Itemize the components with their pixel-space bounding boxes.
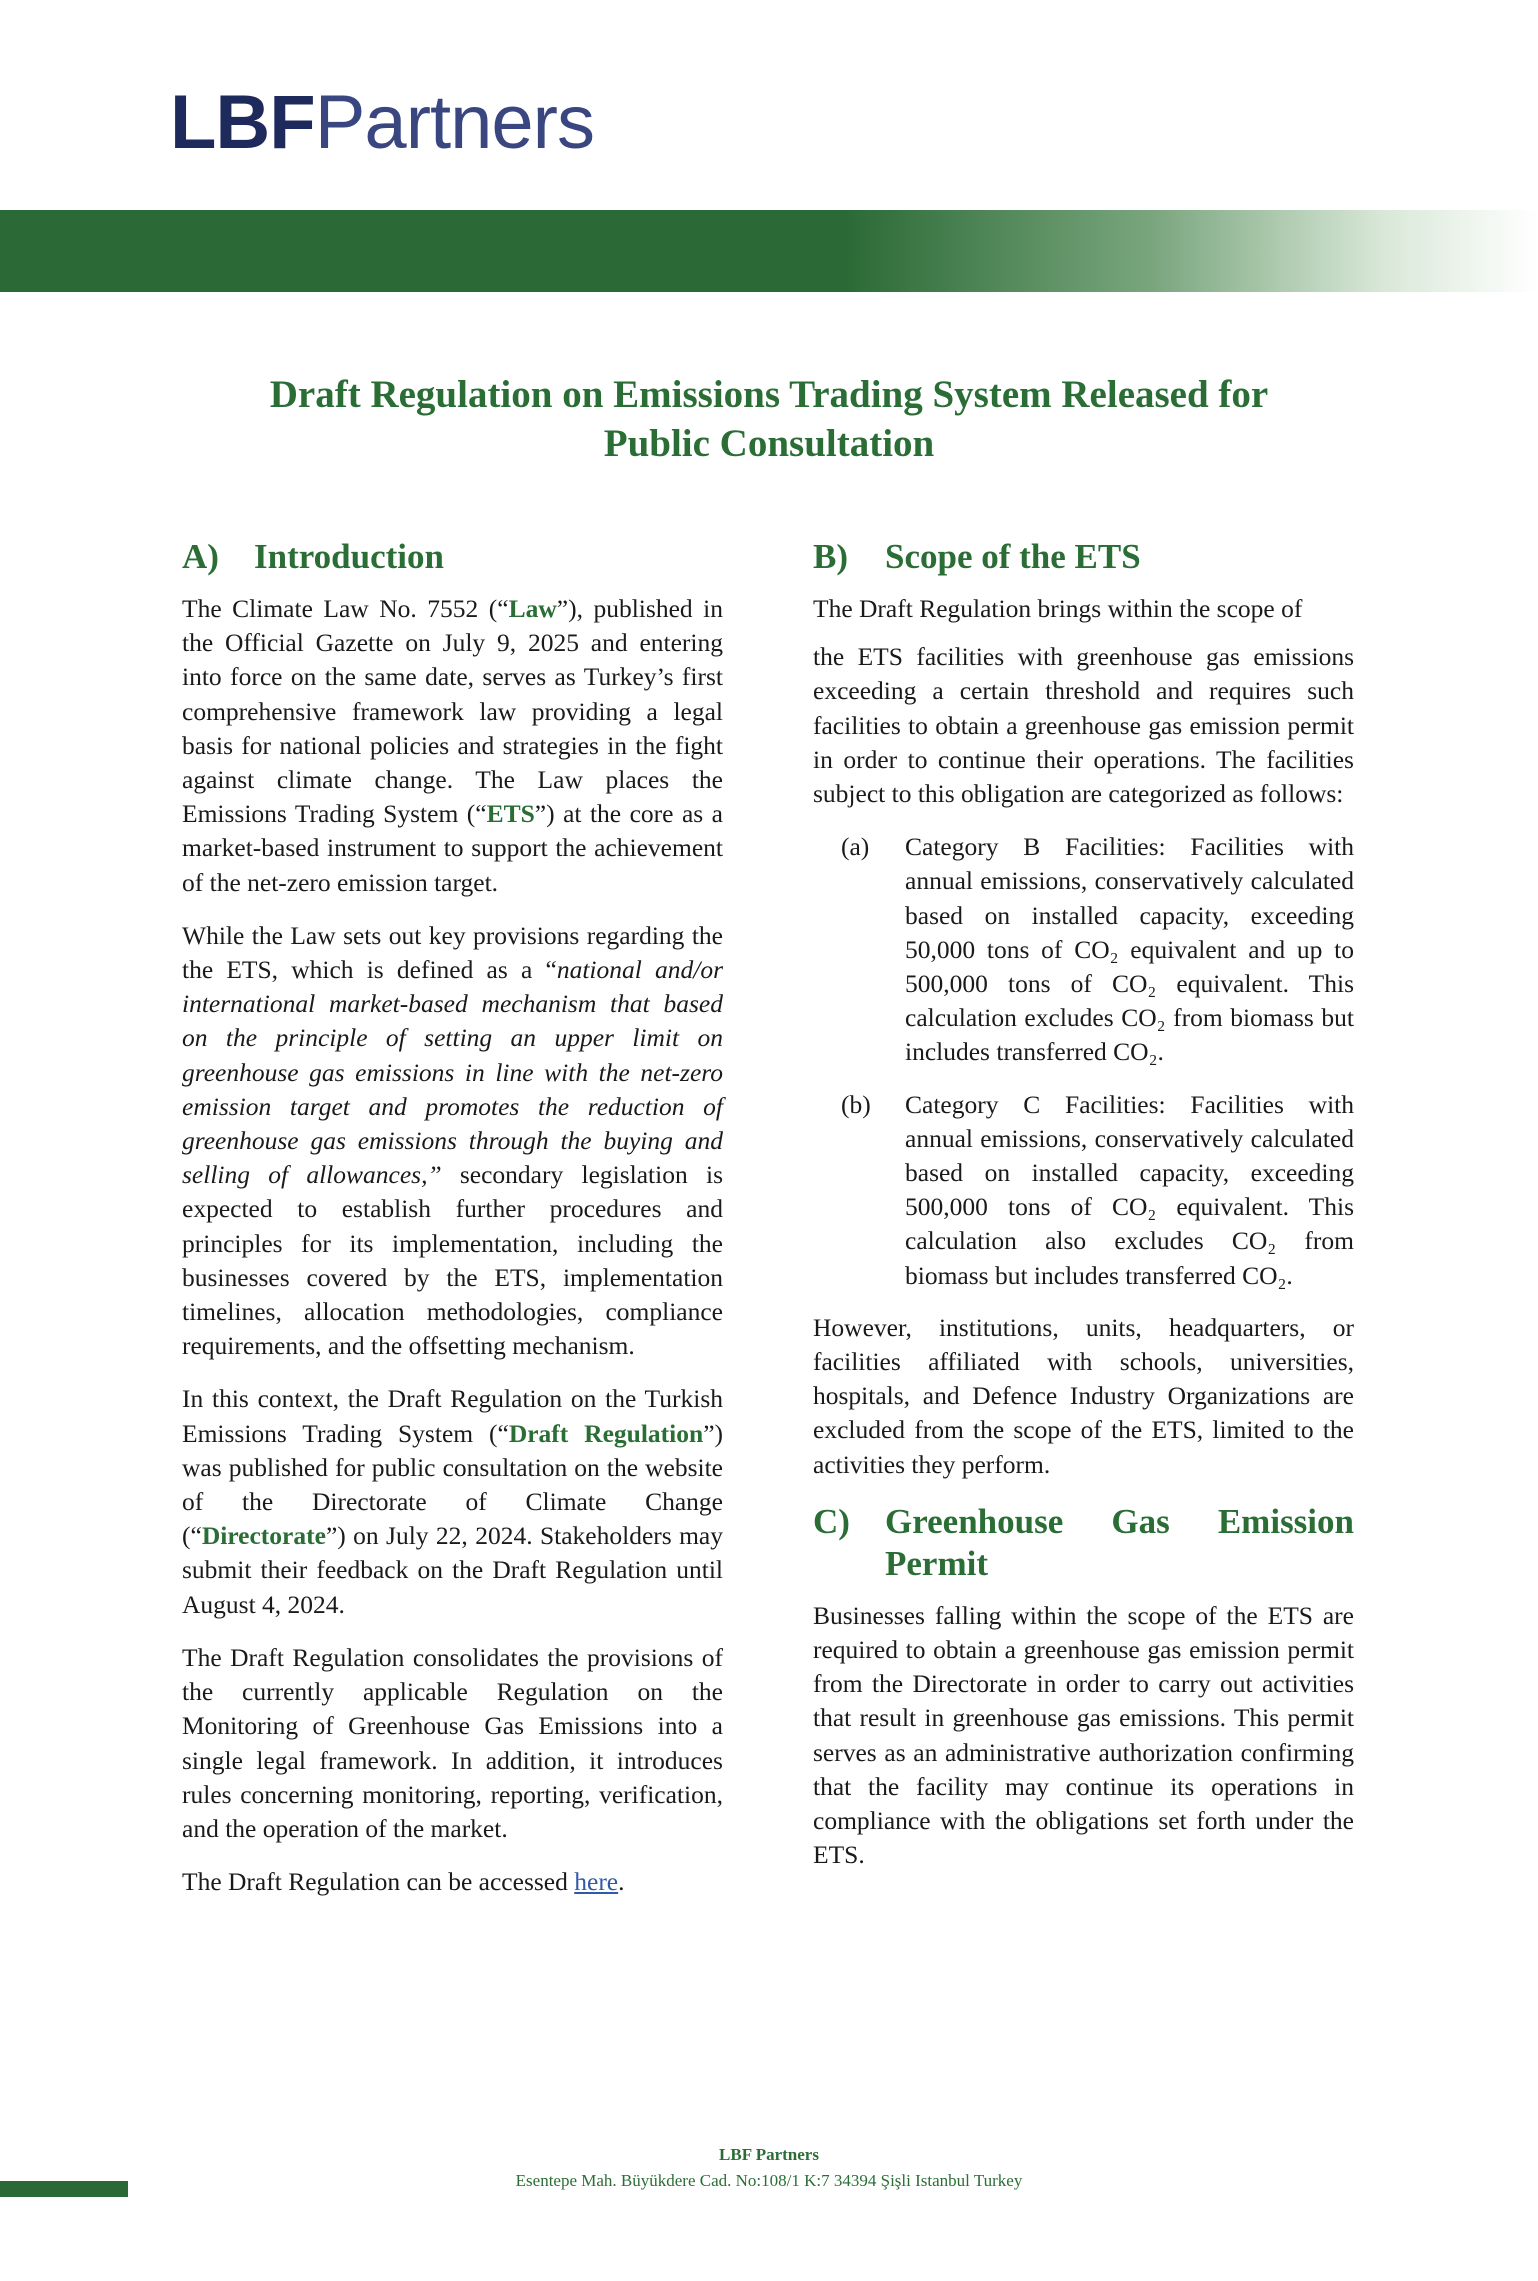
title-line-1: Draft Regulation on Emissions Trading System Released for xyxy=(269,373,1269,416)
section-c-heading xyxy=(813,1501,1354,1585)
defined-term-ets: ETS xyxy=(486,799,535,829)
defined-term-law: Law xyxy=(508,594,557,623)
scope-paragraph-2: However, institutions, units, headquarters, or facilities affiliated with schools, universities, hospitals, and Defence Industry Organizations are excluded from the scope of the ETS, limited to the activities they perform. xyxy=(813,1312,1354,1479)
defined-term-directorate: Directorate xyxy=(201,1521,326,1551)
ets-definition-quote: national and/or international market-based mechanism that based on the principle of setting an upper limit on greenhouse gas emissions in line with the net-zero emission target and promotes the reduction of greenhouse gas emissions through the buying and selling of allowances,” xyxy=(182,955,724,1190)
intro-paragraph-3 xyxy=(182,1382,723,1621)
list-item xyxy=(813,830,1354,1069)
section-b-letter: B) xyxy=(813,537,848,576)
footer-company-name: LBF Partners xyxy=(719,2145,819,2164)
section-b-heading xyxy=(813,536,1354,578)
intro-p2-text-1: While the Law sets out key provisions regarding the the ETS, which is defined as a “ xyxy=(182,920,723,985)
left-column xyxy=(182,536,723,1918)
list-item-text: Category B Facilities: Facilities with annual emissions, conservatively calculated based on installed capacity, exceeding 50,000 tons of CO₂ equivalent and up to 500,000 tons of CO₂ equivalent. This calculation excludes CO₂ from biomass but includes transferred CO₂. xyxy=(905,832,1354,1067)
footer-address: Esentepe Mah. Büyükdere Cad. No:108/1 K:7 34394 Şişli Istanbul Turkey xyxy=(515,2171,1023,2190)
intro-paragraph-4: The Draft Regulation consolidates the provisions of the currently applicable Regulation on the Monitoring of Greenhouse Gas Emissions into a single legal framework. In addition, it introduces rules concerning monitoring, reporting, verification, and the operation of the market. xyxy=(182,1642,723,1843)
scope-paragraph-1b: the ETS facilities with greenhouse gas emissions exceeding a certain threshold and requires such facilities to obtain a greenhouse gas emission permit in order to continue their operations. The facilities subject to this obligation are categorized as follows: xyxy=(813,642,1354,809)
section-a-letter: A) xyxy=(182,537,219,576)
header-band xyxy=(0,210,1538,292)
intro-p1-text-3: ”) at the core as a market-based instrument to support the achievement of the net-zero emission target. xyxy=(182,799,723,897)
list-item-label: (a) xyxy=(841,832,870,862)
intro-paragraph-2 xyxy=(182,919,723,1364)
intro-paragraph-1 xyxy=(182,592,723,900)
footer-accent-bar xyxy=(0,2181,128,2197)
draft-regulation-link[interactable]: here xyxy=(574,1867,619,1897)
logo-partners: Partners xyxy=(314,80,594,165)
intro-paragraph-5 xyxy=(182,1865,723,1899)
defined-term-draft-regulation: Draft Regulation xyxy=(508,1418,704,1448)
intro-p2-text-2: secondary legislation is expected to establish further procedures and principles for its implementation, including the businesses covered by the ETS, implementation timelines, allocation methodologies, compliance requirements, and the offsetting mechanism. xyxy=(182,1160,723,1361)
company-logo xyxy=(170,78,594,168)
intro-p3-text-1: In this context, the Draft Regulation on the Turkish Emissions Trading System (“ xyxy=(182,1384,723,1448)
intro-p5-text: The Draft Regulation can be accessed xyxy=(182,1867,575,1897)
scope-paragraph-1a: The Draft Regulation brings within the scope of xyxy=(813,594,1303,623)
list-item-text: Category C Facilities: Facilities with annual emissions, conservatively calculated based on installed capacity, exceeding 500,000 tons of CO₂ equivalent. This calculation also excludes CO₂ from biomass but includes transferred CO₂. xyxy=(905,1089,1354,1290)
list-item xyxy=(813,1088,1354,1293)
intro-p3-text-2: ”) was published for public consultation on the website of the Directorate of Climate Change (“ xyxy=(182,1418,723,1551)
permit-paragraph-1: Businesses falling within the scope of the ETS are required to obtain a greenhouse gas emission permit from the Directorate in order to carry out activities that result in greenhouse gas emissions. This permit serves as an administrative authorization confirming that the facility may continue its operations in compliance with the obligations set forth under the ETS. xyxy=(813,1600,1354,1870)
section-a-heading xyxy=(182,536,723,578)
logo-lbf: LBF xyxy=(170,80,315,165)
intro-p3-text-3: ”) on July 22, 2024. Stakeholders may submit their feedback on the Draft Regulation until August 4, 2024. xyxy=(182,1521,723,1619)
page-footer xyxy=(0,2142,1538,2194)
section-c-title: Greenhouse Gas Emission Permit xyxy=(885,1501,1354,1583)
section-b-title: Scope of the ETS xyxy=(885,537,1141,576)
section-a-title: Introduction xyxy=(254,537,444,576)
list-item-label: (b) xyxy=(841,1089,871,1119)
intro-p1-text-2: ”), published in the Official Gazette on July 9, 2025 and entering into force on the same date, serves as Turkey’s first comprehensive framework law providing a legal basis for national policies and strategies in the fight against climate change. The Law places the Emissions Trading System (“ xyxy=(182,594,723,829)
page-title xyxy=(150,370,1388,468)
intro-p1-text-1: The Climate Law No. 7552 (“ xyxy=(182,594,509,623)
intro-p5-period: . xyxy=(618,1867,625,1897)
right-column xyxy=(813,536,1354,1892)
section-c-letter: C) xyxy=(813,1501,850,1541)
title-line-2: Public Consultation xyxy=(603,422,935,465)
